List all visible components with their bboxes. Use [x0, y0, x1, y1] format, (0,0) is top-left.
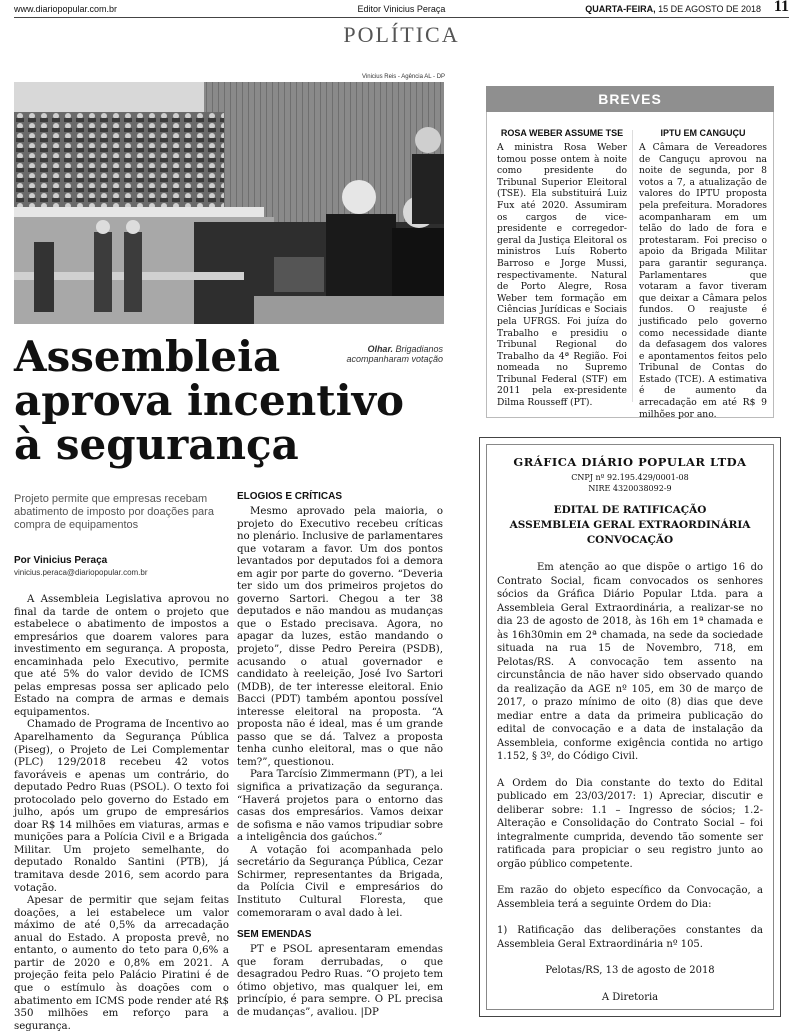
ad-title-line: CONVOCAÇÃO — [586, 534, 674, 546]
ad-paragraph: Em atenção ao que dispõe o artigo 16 do Contrato Social, ficam convocados os senhores sócios da Gráfica Diário Popular Ltda. para a Assembleia Geral Extraordinária, a realizar-se no dia 23 de agosto de 2018, às 16h em 1ª chamada e às 16h30min em 2ª chamada, na sede da sociedade situada na rua 15 de Novembro, 718, em Pelotas/RS. A convocação tem assento na circunstância de não haver sido observado quando da realização da AGE nº 105, em 30 de março de 2017, o prazo mínimo de oito (8) dias que deve mediar entre a data da primeira publicação do edital de convocação e a data de instalação da Assembleia, conforme exigência contida no artigo 1.152, § 3º, do Código Civil. — [497, 562, 763, 762]
article-paragraph: PT e PSOL apresentaram emendas que foram derrubadas, o que desagradou Pedro Ruas. “O projeto tem ótimo objetivo, mas qualquer lei, em princípio, é para sempre. O PL precisa de mudanças”, avaliou. |DP — [237, 944, 443, 1018]
assembly-plenary-photo — [14, 82, 444, 324]
header-divider — [14, 17, 789, 18]
brief-item — [497, 128, 627, 409]
ad-nire: NIRE 4320038092-9 — [588, 484, 672, 493]
caption-lead: Olhar. — [367, 344, 393, 354]
article-column-1 — [14, 594, 229, 1033]
article-paragraph: Mesmo aprovado pela maioria, o projeto do Executivo recebeu críticas no plenário. Inclusive de parlamentares que votaram a favor. Um dos pontos levantados por deputados foi a demora em agir por parte do governo. “Deveria ter sido um dos primeiros projetos do governo Sartori. Chegou a ter 38 deputados e não mandou as mudanças que o Estado precisava. Agora, no apagar da luzes, estão mandando o projeto”, disse Pedro Pereira (PSDB), acusando o atual governador e candidato à reeleição, José Ivo Sartori (MDB), de ter interesse eleitoral. Enio Bacci (PDT) também apontou possível interesse eleitoral na proposta. “A proposta não é ideal, mas é um grande passo que se dá. Talvez a proposta tenha cunho eleitoral, mas o que não tem?”, questionou. — [237, 506, 443, 768]
author-email[interactable]: vinicius.peraca@diariopopular.com.br — [14, 568, 148, 577]
ad-cnpj: CNPJ nº 92.195.429/0001-08 — [571, 473, 689, 482]
ad-body — [497, 561, 763, 1017]
ad-title — [487, 503, 773, 548]
headline-line: Assembleia — [14, 332, 281, 381]
headline-line: à segurança — [14, 420, 299, 469]
ad-inner-border — [486, 444, 774, 1010]
ad-company: GRÁFICA DIÁRIO POPULAR LTDA — [513, 455, 747, 469]
photo-caption — [330, 344, 443, 364]
article-paragraph: Apesar de permitir que sejam feitas doações, a lei estabelece um valor máximo de até 0,5% da arrecadação anual do Estado. A proposta prevê, no entanto, o aumento do teto para 0,6% a partir de 2020 e 0,8% em 2021. A projeção feita pelo Palácio Piratini é de que o estímulo às doações com o abatimento em ICMS pode render até R$ 350 milhões em reforço para a segurança. — [14, 895, 229, 1032]
ad-title-line: EDITAL DE RATIFICAÇÃO — [553, 504, 707, 516]
subheading-sem-emendas: SEM EMENDAS — [237, 929, 312, 941]
brief-text: A ministra Rosa Weber tomou posse ontem à noite como presidente do Tribunal Superior Eleitoral (TSE). Ela substituirá Luiz Fux até 2020. Assumiram os cargos de vice-presidente e corregedor-geral da Justiça Eleitoral os ministros Luís Roberto Barroso e Jorge Mussi, respectivamente. Natural de Porto Alegre, Rosa Weber tem formação em Ciências Jurídicas e Sociais pela UFRGS. Foi juíza do Trabalho e presidiu o Tribunal Regional do Trabalho da 4ª Região. Foi nomeada no Supremo Tribunal Federal (STF) em 2011 pela ex-presidente Dilma Rousseff (PT). — [497, 142, 627, 409]
site-url[interactable]: www.diariopopular.com.br — [14, 4, 118, 14]
caption-text: Brigadianos acompanharam votação — [346, 344, 443, 364]
brief-title: ROSA WEBER ASSUME TSE — [500, 128, 624, 138]
ad-paragraph: 1) Ratificação das deliberações constantes da Assembleia Geral Extraordinária nº 105. — [497, 925, 763, 950]
issue-weekday: QUARTA-FEIRA, — [585, 4, 656, 14]
issue-date-rest: 15 DE AGOSTO DE 2018 — [658, 4, 761, 14]
ad-paragraph: Em razão do objeto específico da Convocação, a Assembleia terá a seguinte Ordem do Dia: — [497, 885, 763, 910]
article-column-2 — [237, 490, 443, 1019]
article-byline: Por Vinicius Peraça — [14, 555, 108, 566]
breves-divider — [632, 130, 633, 402]
editor-name: Editor Vinicius Peraça — [357, 4, 446, 14]
article-paragraph: Para Tarcísio Zimmermann (PT), a lei significa a privatização da segurança. “Haverá projetos para o entorno das casas dos empresários. Vamos deixar de sofisma e não vamos tripudiar sobre a inteligência dos gaúchos.” — [237, 769, 444, 844]
headline-line: aprova incentivo — [14, 376, 405, 425]
issue-date — [585, 4, 761, 14]
breves-header: BREVES — [486, 86, 774, 112]
article-paragraph: A votação foi acompanhada pelo secretário da Segurança Pública, Cezar Schirmer, representantes da Brigada, da Polícia Civil e empresários do Instituto Cultural Floresta, que comemoraram o aval dado à lei. — [237, 844, 443, 919]
article-paragraph: Chamado de Programa de Incentivo ao Aparelhamento da Segurança Pública (Piseg), o Projeto de Lei Complementar (PLC) 129/2018 recebeu 42 votos favoráveis e apenas um contrário, do deputado Pedro Ruas (PSOL). O texto foi protocolado pelo governo do Estado em julho, após um grupo de empresários doar R$ 14 milhões em viaturas, armas e munições para a Polícia Civil e a Brigada Militar. Um projeto semelhante, do deputado Ronaldo Santini (PTB), já tramitava desde 2016, sem acordo para votação. — [14, 719, 229, 894]
photo-credit: Vinicius Reis - Agência AL - DP — [362, 74, 446, 80]
section-title: POLÍTICA — [343, 22, 460, 47]
legal-notice-ad — [479, 437, 781, 1017]
ad-place-date: Pelotas/RS, 13 de agosto de 2018 — [545, 965, 715, 976]
article-paragraph: A Assembleia Legislativa aprovou no final da tarde de ontem o projeto que estabelece o abatimento de impostos a empresários que doarem valores para investimento em segurança. A proposta, encaminhada pelo Executivo, permite que até 5% do valor devido de ICMS pelas empresas possa ser aplicado pelo Estado na compra de armas e demais equipamentos. — [14, 594, 229, 718]
ad-signature: A Diretoria — [601, 991, 659, 1003]
ad-paragraph: A Ordem do Dia constante do texto do Edital publicado em 23/03/2017: 1) Apreciar, discutir e deliberar sobre: 1.1 – Ingresso de sócios; 1.2- Alteração e Consolidação do Contrato Social – foi integralmente cumprida, devendo tão somente ser ratificada para propiciar o seu registro junto ao orgão público competente. — [497, 777, 763, 870]
article-photo — [14, 82, 444, 324]
breves-box — [486, 112, 774, 418]
article-subhead: Projeto permite que empresas recebam abatimento de imposto por doações para compra de equipamentos — [14, 493, 214, 531]
brief-title: IPTU EM CANGUÇU — [660, 128, 746, 138]
subheading-elogios: ELOGIOS E CRÍTICAS — [237, 491, 343, 502]
ad-title-line: ASSEMBLEIA GERAL EXTRAORDINÁRIA — [509, 519, 751, 531]
brief-item — [639, 128, 767, 420]
brief-text: A Câmara de Vereadores de Canguçu aprovou na noite de segunda, por 8 votos a 7, a atualização de valores do IPTU proposta pela prefeitura. Moradores acompanharam em um telão do lado de fora e protestaram. Foi preciso o apoio da Brigada Militar para garantir segurança. Parlamentares que votaram a favor tiveram que deixar a Câmara pelos fundos. O reajuste é justificado pelo governo como necessidade diante da defasagem dos valores e apontamentos feitos pelo Tribunal de Contas do Estado (TCE). A estimativa é de aumento da arrecadação em até R$ 9 milhões por ano. — [639, 142, 767, 420]
page-number: 11 — [773, 0, 789, 15]
